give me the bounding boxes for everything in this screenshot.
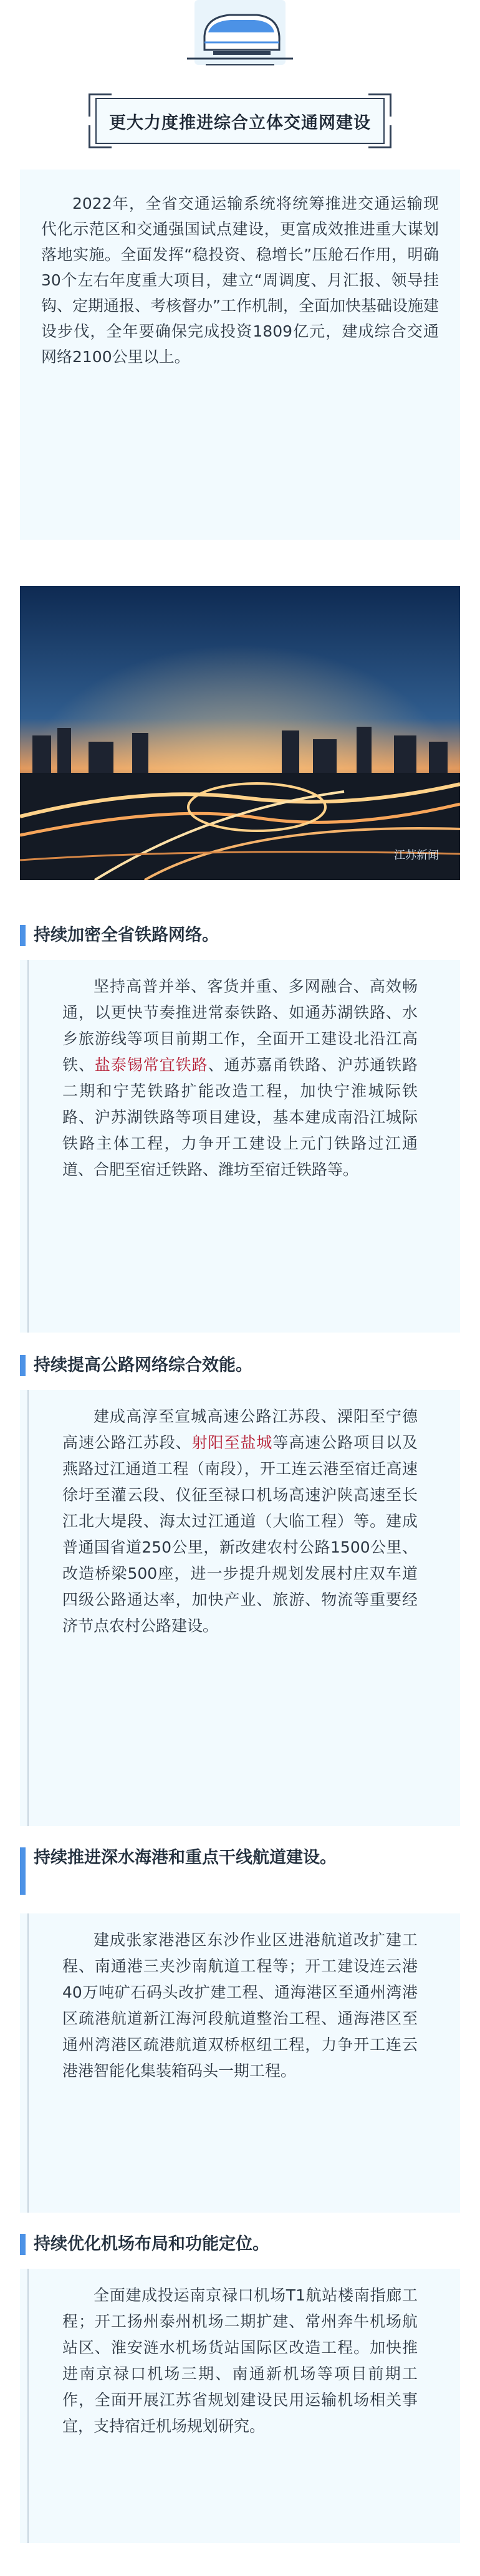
high-speed-train-icon [181, 0, 299, 74]
heading-accent-bar [20, 1847, 26, 1895]
intro-panel [20, 170, 460, 540]
frame-corner [89, 93, 112, 117]
section-heading-text: 持续加密全省铁路网络。 [34, 926, 219, 945]
section-body-airports [62, 2282, 418, 2440]
train-badge [181, 0, 299, 74]
section-heading-airports [20, 2231, 460, 2258]
image-watermark: 江苏新闻 [394, 849, 439, 862]
heading-accent-bar [20, 1355, 26, 1376]
section-heading-text: 持续推进深水海港和重点干线航道建设。 [34, 1848, 337, 1867]
body-text: 建成张家港港区东沙作业区进港航道改扩建工程、南通港三夹沙南航道工程等；开工建设连云港40万吨矿石码头改扩建工程、通海港区至通州湾港区疏港航道新江海河段航道整治工程、通海港区至通州湾港区疏港航道双桥枢纽工程，力争开工连云港港智能化集装箱码头一期工程。 [62, 1931, 418, 2080]
frame-corner [368, 93, 391, 117]
body-text: 建成高淳至宣城高速公路江苏段、溧阳至宁德高速公路江苏段、 [62, 1407, 418, 1452]
section-heading-text: 持续提高公路网络综合效能。 [34, 1356, 252, 1375]
section-body-ports [62, 1927, 418, 2084]
city-interchange-photo [20, 586, 460, 880]
highlight-text: 射阳至盐城 [191, 1434, 273, 1452]
hero-image [20, 586, 460, 880]
frame-corner [368, 125, 391, 148]
frame-corner [89, 125, 112, 148]
section-heading-ports [20, 1845, 460, 1897]
panel-border-line [27, 2269, 29, 2543]
body-text: 等高速公路项目以及燕路过江通道工程（南段），开工连云港至宿迁高速徐圩至灌云段、仪征至禄口机场高速沪陕高速至长江北大堤段、海太过江通道（大临工程）等。建成普通国省道250公里，新改建农村公路1500公里、改造桥梁500座，进一步提升规划发展村庄双车道四级公路通达率，加快产业、旅游、物流等重要经济节点农村公路建设。 [62, 1434, 418, 1635]
section-panel-highway [20, 1390, 460, 1826]
intro-paragraph: 2022年，全省交通运输系统将统筹推进交通运输现代化示范区和交通强国试点建设，更富成效推进重大谋划落地实施。全面发挥“稳投资、稳增长”压舱石作用，明确30个左右年度重大项目，建立“周调度、月汇报、领导挂钩、定期通报、考核督办”工作机制，全面加快基础设施建设步伐，全年要确保完成投资1809亿元，建成综合交通网络2100公里以上。 [41, 194, 439, 366]
panel-border-line [27, 1390, 29, 1826]
panel-border-line [27, 960, 29, 1333]
highlight-text: 盐泰锡常宜铁路 [94, 1056, 208, 1074]
heading-accent-bar [20, 2234, 26, 2255]
section-panel-airports [20, 2269, 460, 2543]
section-body-railway [62, 974, 418, 1183]
page-title: 更大力度推进综合立体交通网建设 [95, 98, 385, 144]
section-body-highway [62, 1404, 418, 1639]
heading-accent-bar [20, 925, 26, 946]
title-frame [74, 93, 406, 148]
section-heading-railway [20, 922, 460, 949]
section-heading-highway [20, 1353, 460, 1379]
body-text: 、通苏嘉甬铁路、沪苏通铁路二期和宁芜铁路扩能改造工程，加快宁淮城际铁路、沪苏湖铁路等项目建设，基本建成南沿江城际铁路主体工程，力争开工建设上元门铁路过江通道、合肥至宿迁铁路、潍坊至宿迁铁路等。 [62, 1056, 418, 1179]
body-text: 坚持高普并举、客货并重、多网融合、高效畅通，以更快节奏推进常泰铁路、如通苏湖铁路、水乡旅游线等项目前期工作，全面开工建设北沿江高铁、 [62, 977, 418, 1074]
panel-border-line [27, 1913, 29, 2213]
section-panel-railway [20, 960, 460, 1333]
section-heading-text: 持续优化机场布局和功能定位。 [34, 2234, 269, 2254]
section-panel-ports [20, 1913, 460, 2213]
body-text: 全面建成投运南京禄口机场T1航站楼南指廊工程；开工扬州泰州机场二期扩建、常州奔牛机场航站区、淮安涟水机场货站国际区改造工程。加快推进南京禄口机场三期、南通新机场等项目前期工作，全面开展江苏省规划建设民用运输机场相关事宜，支持宿迁机场规划研究。 [62, 2286, 418, 2435]
